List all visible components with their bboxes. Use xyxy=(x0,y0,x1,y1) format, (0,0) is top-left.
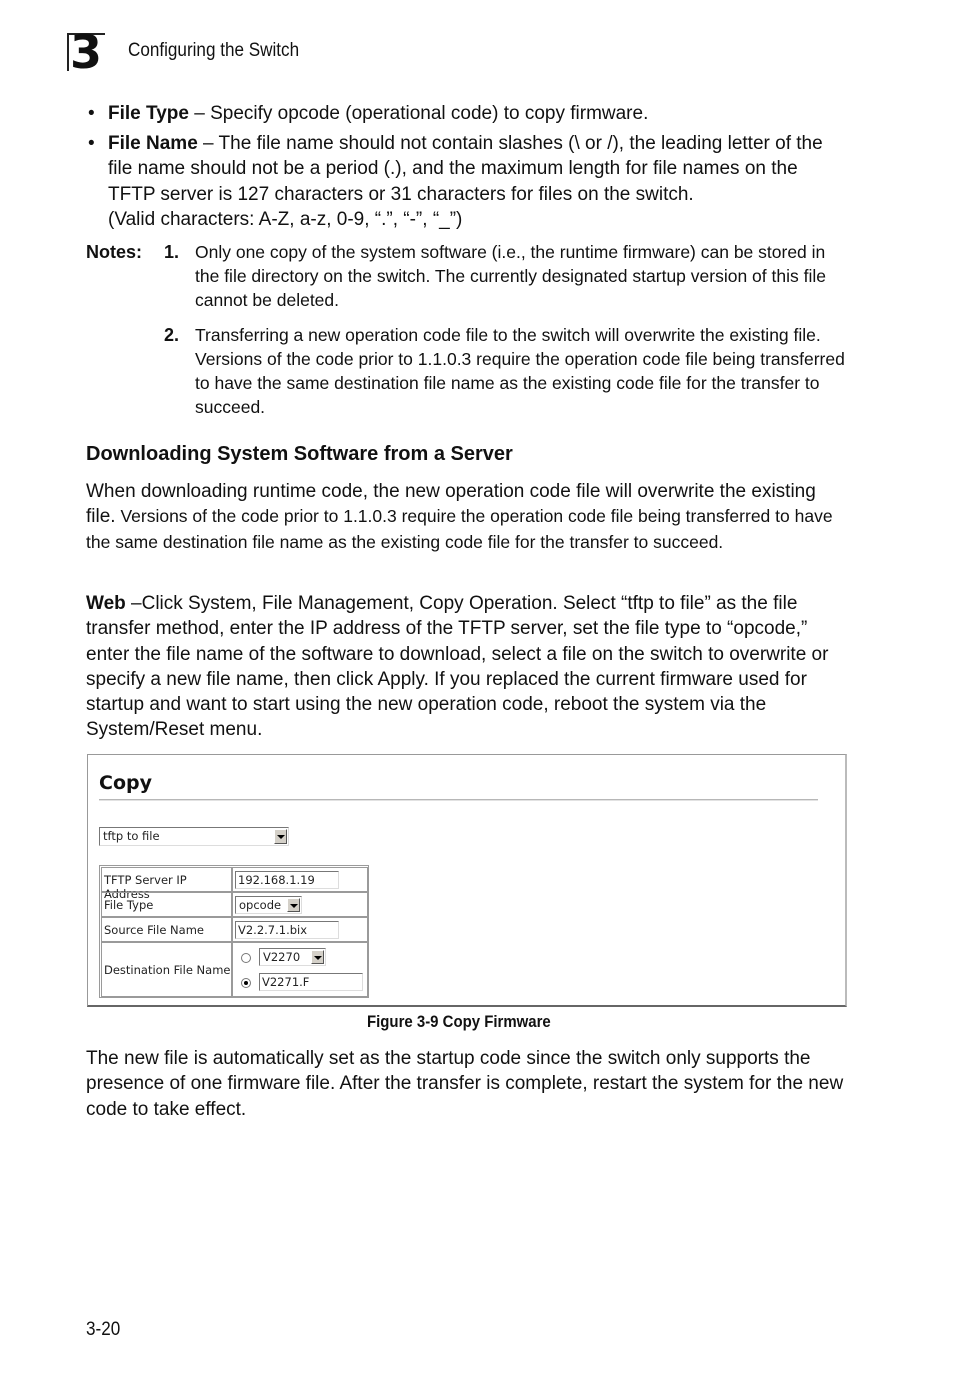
chevron-down-icon[interactable] xyxy=(274,829,287,844)
source-file-name-input[interactable] xyxy=(235,921,339,939)
page-number: 3-20 xyxy=(86,1319,121,1340)
form-label-cell xyxy=(101,892,232,917)
paragraph-rest: Versions of the code prior to 1.1.0.3 require the operation code file being transferred to have the same destination file name as the existing code file for the transfer to succeed. xyxy=(86,506,833,552)
bullet-term: File Type xyxy=(108,103,189,124)
destination-existing-file-value: V2270 xyxy=(263,950,301,964)
form-value-cell xyxy=(232,917,368,942)
chevron-down-icon[interactable] xyxy=(311,950,324,964)
note-number: 1. xyxy=(164,242,180,262)
figure-divider xyxy=(99,799,818,801)
tftp-server-ip-value: 192.168.1.19 xyxy=(238,873,315,887)
transfer-method-select[interactable] xyxy=(99,827,289,846)
chevron-down-icon[interactable] xyxy=(287,898,300,912)
paragraph-text: –Click System, File Management, Copy Operation. Select “tftp to file” as the file transfer method, enter the IP address of the TFTP server, set the file type to “opcode,” enter the file name of the software to download, select a file on the switch to overwrite or specify a new file name, then click Apply. If you replaced the current firmware used for startup and want to start using the new operation code, reboot the system via the System/Reset menu. xyxy=(86,593,829,741)
form-label-cell xyxy=(101,942,232,997)
bullet-file-type xyxy=(108,101,848,126)
copy-form-table xyxy=(99,865,369,998)
closing-paragraph: The new file is automatically set as the startup code since the switch only supports the presence of one firmware file. After the transfer is complete, restart the system for the new code to take effect. xyxy=(86,1048,844,1120)
tftp-server-ip-label: TFTP Server IP Address xyxy=(104,873,187,901)
form-label-cell xyxy=(101,867,232,901)
destination-new-file-input[interactable] xyxy=(259,973,363,991)
notes-label: Notes: xyxy=(86,242,143,262)
form-value-cell xyxy=(232,942,368,997)
file-type-label: File Type xyxy=(104,898,154,912)
transfer-method-value: tftp to file xyxy=(103,829,160,843)
form-label-cell xyxy=(101,917,232,942)
note-text: Only one copy of the system software (i.e., the runtime firmware) can be stored in the file directory on the switch. The currently designated startup version of this file cannot be deleted. xyxy=(195,242,826,310)
bullet-marker: • xyxy=(88,133,95,154)
note-text: Transferring a new operation code file to the switch will overwrite the existing file. Versions of the code prior to 1.1.0.3 require the operation code file being transferred to have the same destination file name as the existing code file for the transfer to succeed. xyxy=(195,325,845,417)
destination-file-name-label: Destination File Name xyxy=(104,963,231,977)
bullet-text: – Specify opcode (operational code) to copy firmware. xyxy=(188,103,649,124)
destination-existing-radio[interactable] xyxy=(241,953,251,963)
bullet-marker: • xyxy=(88,103,95,124)
source-file-name-label: Source File Name xyxy=(104,923,204,937)
form-value-cell xyxy=(232,867,368,892)
paragraph-lead: When downloading runtime code, the new operation code file will overwrite the existing file. xyxy=(86,481,816,528)
figure-title: Copy xyxy=(99,772,152,794)
destination-new-radio[interactable] xyxy=(241,978,251,988)
bullet-file-name xyxy=(108,131,848,232)
chapter-number: 3 xyxy=(70,25,103,79)
bullet-text-valid-chars: (Valid characters: A-Z, a-z, 0-9, “.”, “-”, “_”) xyxy=(108,208,463,230)
form-value-cell xyxy=(232,892,368,917)
bullet-term: File Name xyxy=(108,133,198,154)
source-file-name-value: V2.2.7.1.bix xyxy=(238,923,308,937)
section-heading: Downloading System Software from a Server xyxy=(86,443,513,465)
file-type-select[interactable] xyxy=(235,896,302,914)
bullet-text: – The file name should not contain slashes (\ or /), the leading letter of the file name should not be a period (.), and the maximum length for file names on the TFTP server is 127 characters or 31 characters for files on the switch. xyxy=(108,133,823,205)
tftp-server-ip-input[interactable] xyxy=(235,871,339,889)
paragraph-term: Web xyxy=(86,593,126,614)
note-number: 2. xyxy=(164,325,180,345)
figure-caption: Figure 3-9 Copy Firmware xyxy=(367,1012,551,1031)
section-paragraph-2 xyxy=(86,591,846,743)
file-type-value: opcode xyxy=(239,898,282,912)
chapter-title: Configuring the Switch xyxy=(128,40,300,61)
destination-new-file-value: V2271.F xyxy=(262,975,310,989)
section-paragraph-1 xyxy=(86,479,846,554)
destination-existing-file-select[interactable] xyxy=(259,948,326,966)
